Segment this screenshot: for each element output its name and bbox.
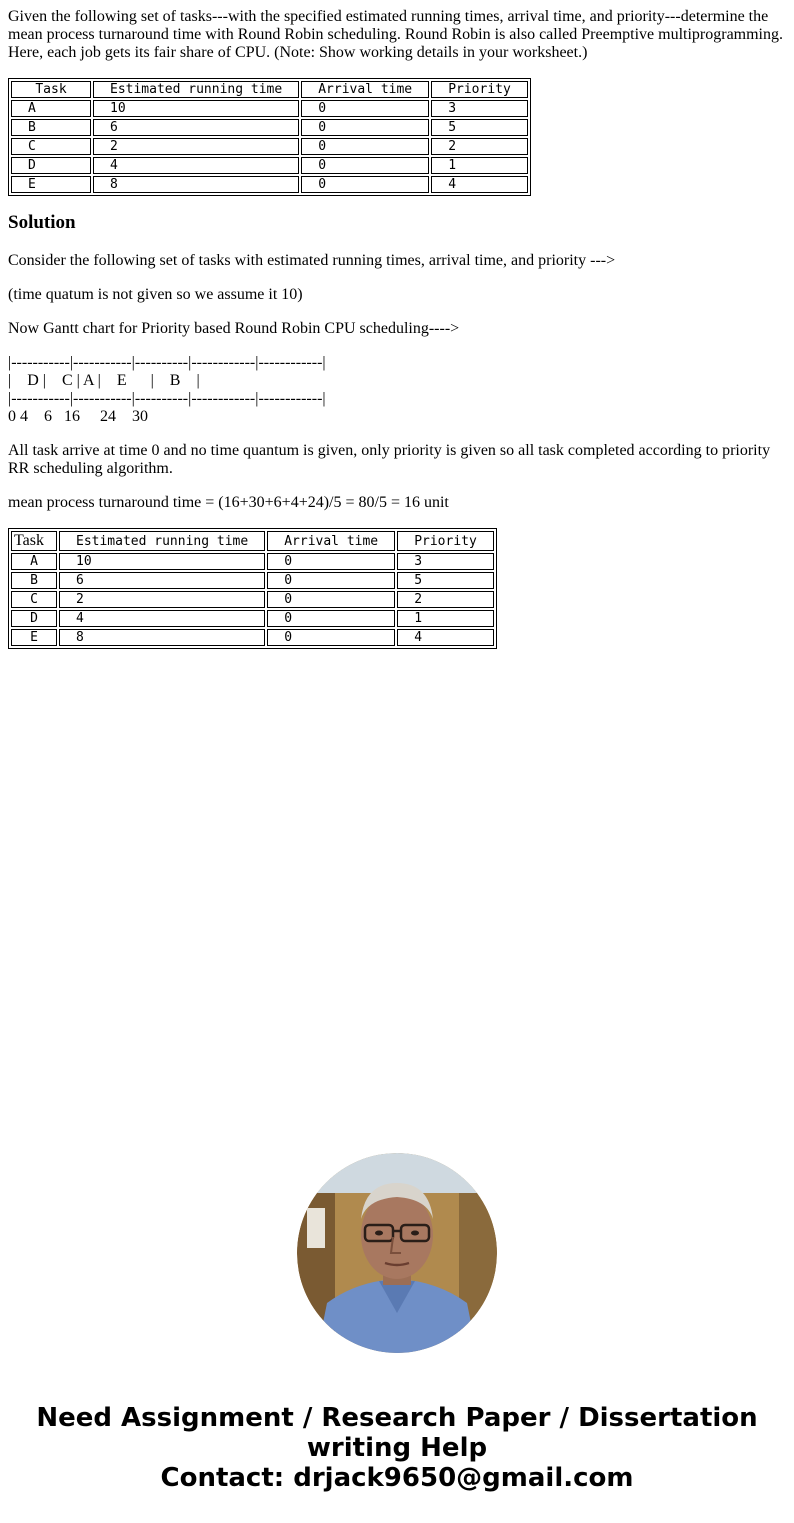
table-row	[11, 572, 494, 589]
cell-priority: 5	[397, 572, 494, 589]
cell-running-time: 2	[59, 591, 265, 608]
header-arrival-time: Arrival time	[301, 81, 429, 98]
cell-arrival-time: 0	[301, 157, 429, 174]
cell-arrival-time: 0	[301, 100, 429, 117]
cell-running-time: 4	[59, 610, 265, 627]
question-text: Given the following set of tasks---with the specified estimated running times, arrival time, and priority---determine the mean process turnaround time with Round Robin scheduling. Round Robin is also called Preemptive multiprogramming. Here, each job gets its fair share of CPU. (Note: Show working details in your worksheet.)	[8, 8, 783, 61]
cell-running-time: 6	[93, 119, 299, 136]
table-header-row	[11, 81, 528, 98]
avatar-portrait	[297, 1153, 497, 1353]
task-table-solution	[8, 528, 497, 649]
table-row	[11, 119, 528, 136]
cell-priority: 4	[397, 629, 494, 646]
cell-priority: 1	[431, 157, 528, 174]
cell-running-time: 8	[59, 629, 265, 646]
gantt-timeline: 0 4 6 16 24 30	[8, 408, 148, 425]
cell-task: C	[11, 591, 57, 608]
header-arrival-time: Arrival time	[267, 531, 395, 551]
cell-task: B	[11, 119, 91, 136]
gantt-bottom-border: |-----------|-----------|----------|------------|------------|	[8, 390, 326, 407]
cell-task: E	[11, 629, 57, 646]
solution-intro: Consider the following set of tasks with estimated running times, arrival time, and priority --->	[8, 252, 616, 269]
task-table-question	[8, 78, 531, 196]
cell-arrival-time: 0	[301, 119, 429, 136]
header-task: Task	[11, 531, 57, 551]
header-priority: Priority	[397, 531, 494, 551]
cell-priority: 2	[431, 138, 528, 155]
cell-arrival-time: 0	[301, 138, 429, 155]
banner-line-1: Need Assignment / Research Paper / Dissertation	[36, 1403, 758, 1433]
help-banner	[0, 1403, 794, 1493]
time-quantum-note: (time quatum is not given so we assume it 10)	[8, 286, 303, 303]
table-row	[11, 157, 528, 174]
cell-task: A	[11, 553, 57, 570]
cell-task: B	[11, 572, 57, 589]
table-row	[11, 100, 528, 117]
cell-task: E	[11, 176, 91, 193]
cell-priority: 2	[397, 591, 494, 608]
cell-arrival-time: 0	[267, 572, 395, 589]
gantt-labels: | D | C | A | E | B |	[8, 372, 200, 389]
cell-priority: 4	[431, 176, 528, 193]
cell-running-time: 10	[93, 100, 299, 117]
explanation-text: All task arrive at time 0 and no time quantum is given, only priority is given so all task completed according to priority RR scheduling algorithm.	[8, 442, 771, 477]
cell-running-time: 10	[59, 553, 265, 570]
cell-priority: 3	[397, 553, 494, 570]
header-running-time: Estimated running time	[59, 531, 265, 551]
cell-running-time: 8	[93, 176, 299, 193]
cell-arrival-time: 0	[267, 591, 395, 608]
tutor-avatar	[297, 1153, 497, 1353]
cell-task: D	[11, 157, 91, 174]
table-header-row	[11, 531, 494, 551]
table-row	[11, 176, 528, 193]
cell-task: C	[11, 138, 91, 155]
gantt-top-border: |-----------|-----------|----------|------------|------------|	[8, 354, 326, 371]
cell-running-time: 4	[93, 157, 299, 174]
cell-arrival-time: 0	[301, 176, 429, 193]
gantt-intro: Now Gantt chart for Priority based Round Robin CPU scheduling---->	[8, 320, 460, 337]
header-running-time: Estimated running time	[93, 81, 299, 98]
cell-task: D	[11, 610, 57, 627]
cell-priority: 1	[397, 610, 494, 627]
table-row	[11, 610, 494, 627]
solution-heading: Solution	[8, 212, 76, 233]
cell-arrival-time: 0	[267, 610, 395, 627]
document-body	[8, 8, 786, 665]
gantt-chart	[8, 354, 786, 426]
cell-running-time: 6	[59, 572, 265, 589]
table-row	[11, 553, 494, 570]
contact-email: Contact: drjack9650@gmail.com	[160, 1463, 634, 1493]
cell-arrival-time: 0	[267, 629, 395, 646]
table-row	[11, 591, 494, 608]
cell-priority: 5	[431, 119, 528, 136]
cell-priority: 3	[431, 100, 528, 117]
header-task: Task	[11, 81, 91, 98]
cell-running-time: 2	[93, 138, 299, 155]
banner-line-2: writing Help	[306, 1433, 488, 1463]
table-row	[11, 629, 494, 646]
cell-task: A	[11, 100, 91, 117]
cell-arrival-time: 0	[267, 553, 395, 570]
turnaround-result: mean process turnaround time = (16+30+6+4+24)/5 = 80/5 = 16 unit	[8, 494, 449, 511]
header-priority: Priority	[431, 81, 528, 98]
table-row	[11, 138, 528, 155]
